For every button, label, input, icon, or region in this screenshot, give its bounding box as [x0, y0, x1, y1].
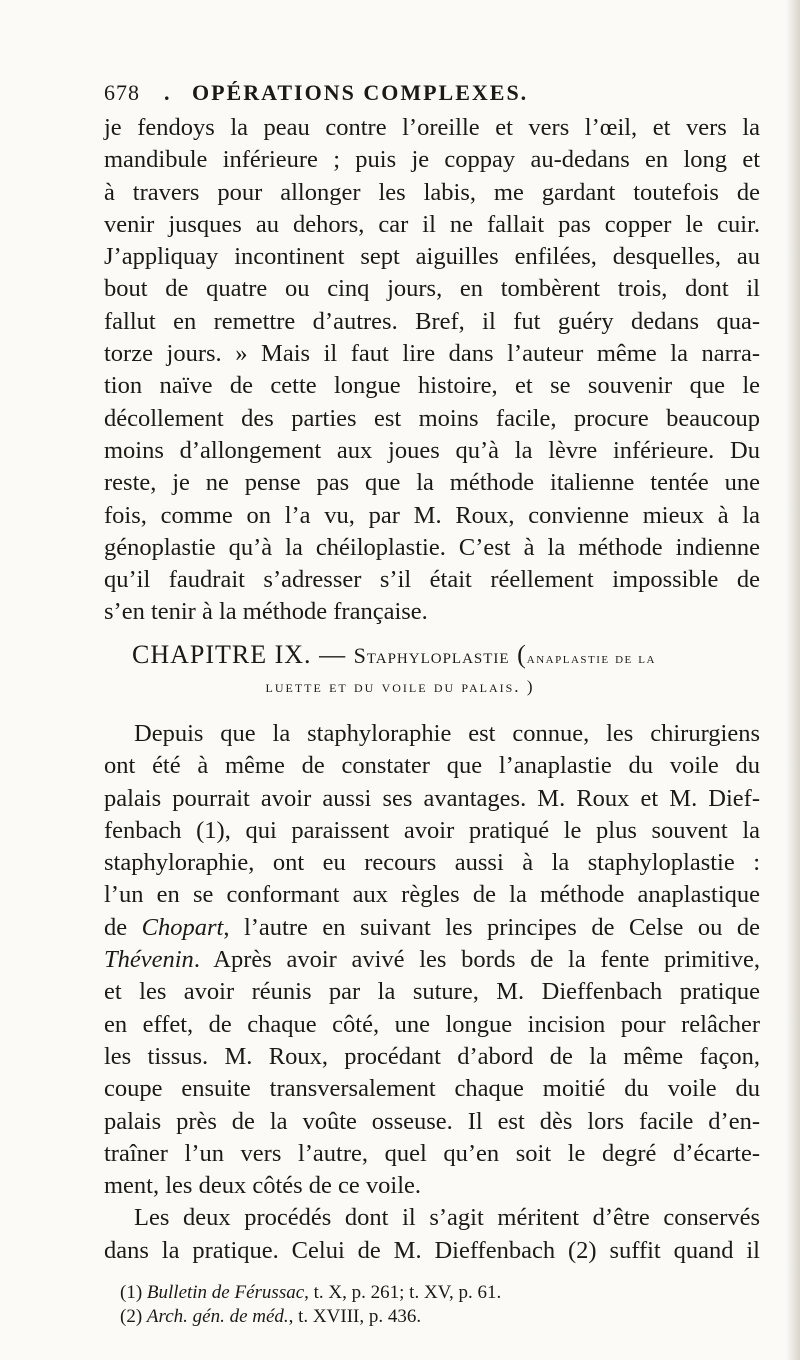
- text-line: je fendoys la peau contre l’oreille et vers l’œil, et vers la: [104, 114, 760, 141]
- header-separator: .: [164, 80, 171, 105]
- footnote: [120, 1305, 760, 1329]
- text-line: torze jours. » Mais il faut lire dans l’auteur même la narra-: [104, 340, 760, 368]
- footnotes: [120, 1281, 760, 1329]
- text-line: Depuis que la staphyloraphie est connue, les chirurgiens: [134, 720, 760, 747]
- text-line: en effet, de chaque côté, une longue incision pour relâcher: [104, 1010, 760, 1038]
- text-line: à travers pour allonger les labis, me gardant toutefois de: [104, 178, 760, 206]
- footnote-source: Bulletin de Férussac: [146, 1282, 305, 1303]
- footnote-ref: , t. X, p. 261; t. XV, p. 61.: [304, 1282, 502, 1303]
- cited-name: Chopart: [141, 913, 224, 941]
- chapter-dash: —: [319, 640, 347, 669]
- text-line: J’appliquay incontinent sept aiguilles enfilées, desquelles, au: [104, 243, 760, 271]
- chapter-body: [104, 718, 760, 1267]
- text-line: fenbach (1), qui paraissent avoir pratiqué le plus souvent la: [104, 816, 760, 844]
- text-line: ont été à même de constater que l’anaplastie du voile du: [104, 752, 760, 780]
- text-line: traîner l’un vers l’autre, quel qu’en soit le degré d’écarte-: [104, 1139, 760, 1167]
- text-line: l’un en se conformant aux règles de la méthode anaplastique: [104, 881, 760, 909]
- text-line: [104, 912, 760, 944]
- chapter-paren-open: (: [517, 640, 527, 669]
- text-line: tion naïve de cette longue histoire, et se souvenir que le: [104, 372, 760, 400]
- text-line: qu’il faudrait s’adresser s’il était réellement impossible de: [104, 566, 760, 594]
- text-line: bout de quatre ou cinq jours, en tombèrent trois, dont il: [104, 275, 760, 303]
- footnote: [120, 1281, 760, 1305]
- chapter-heading: [132, 640, 752, 670]
- running-title: OPÉRATIONS COMPLEXES.: [192, 80, 529, 105]
- chapter-title: Staphyloplastie: [353, 643, 510, 668]
- text-line: palais pourrait avoir aussi ses avantages. M. Roux et M. Dief-: [104, 784, 760, 812]
- footnote-source: Arch. gén. de méd.: [146, 1306, 289, 1327]
- text-line: fallut en remettre d’autres. Bref, il fut guéry dedans qua-: [104, 307, 760, 335]
- chapter-subtitle: [0, 677, 800, 697]
- text-line: dans la pratique. Celui de M. Dieffenbach (2) suffit quand il: [104, 1236, 760, 1264]
- cited-name: Thévenin: [104, 946, 194, 974]
- text-line: palais près de la voûte osseuse. Il est dès lors facile d’en-: [104, 1107, 760, 1135]
- running-header: [104, 80, 744, 106]
- chapter-subtitle-part1: anaplastie de la: [526, 650, 656, 667]
- text-line: venir jusques au dehors, car il ne fallait pas copper le cuir.: [104, 210, 760, 238]
- text-line: Les deux procédés dont il s’agit méritent d’être conservés: [134, 1204, 760, 1232]
- text-line: s’en tenir à la méthode française.: [104, 598, 428, 626]
- text-line: décollement des parties est moins facile, procure beaucoup: [104, 404, 760, 432]
- text-line: staphyloraphie, ont eu recours aussi à la staphyloplastie :: [104, 849, 760, 877]
- footnote-marker: (1): [120, 1282, 143, 1303]
- chapter-paren-close: ): [526, 677, 535, 696]
- text-line: reste, je ne pense pas que la méthode italienne tentée une: [104, 469, 760, 497]
- text-line: les tissus. M. Roux, procédant d’abord de la même façon,: [104, 1042, 760, 1070]
- text-line: ment, les deux côtés de ce voile.: [104, 1172, 422, 1200]
- text-line: coupe ensuite transversalement chaque moitié du voile du: [104, 1075, 760, 1103]
- text-line: fois, comme on l’a vu, par M. Roux, convienne mieux à la: [104, 501, 760, 529]
- footnote-marker: (2): [120, 1306, 143, 1327]
- text-line: moins d’allongement aux joues qu’à la lèvre inférieure. Du: [104, 436, 760, 464]
- text-run: de: [104, 913, 142, 941]
- footnote-ref: , t. XVIII, p. 436.: [288, 1306, 422, 1327]
- text-line: mandibule inférieure ; puis je coppay au-dedans en long et: [104, 146, 760, 174]
- page-number: 678: [104, 80, 140, 105]
- text-run: . Après avoir avivé les bords de la fente primitive,: [193, 946, 760, 974]
- text-line: [104, 944, 760, 976]
- text-line: génoplastie qu’à la chéiloplastie. C’est à la méthode indienne: [104, 533, 760, 561]
- paragraph-continued: [104, 112, 760, 629]
- chapter-subtitle-part2: luette et du voile du palais.: [265, 677, 521, 696]
- text-run: , l’autre en suivant les principes de Celse ou de: [223, 913, 761, 941]
- text-line: et les avoir réunis par la suture, M. Dieffenbach pratique: [104, 978, 760, 1006]
- chapter-label: CHAPITRE IX.: [132, 640, 312, 669]
